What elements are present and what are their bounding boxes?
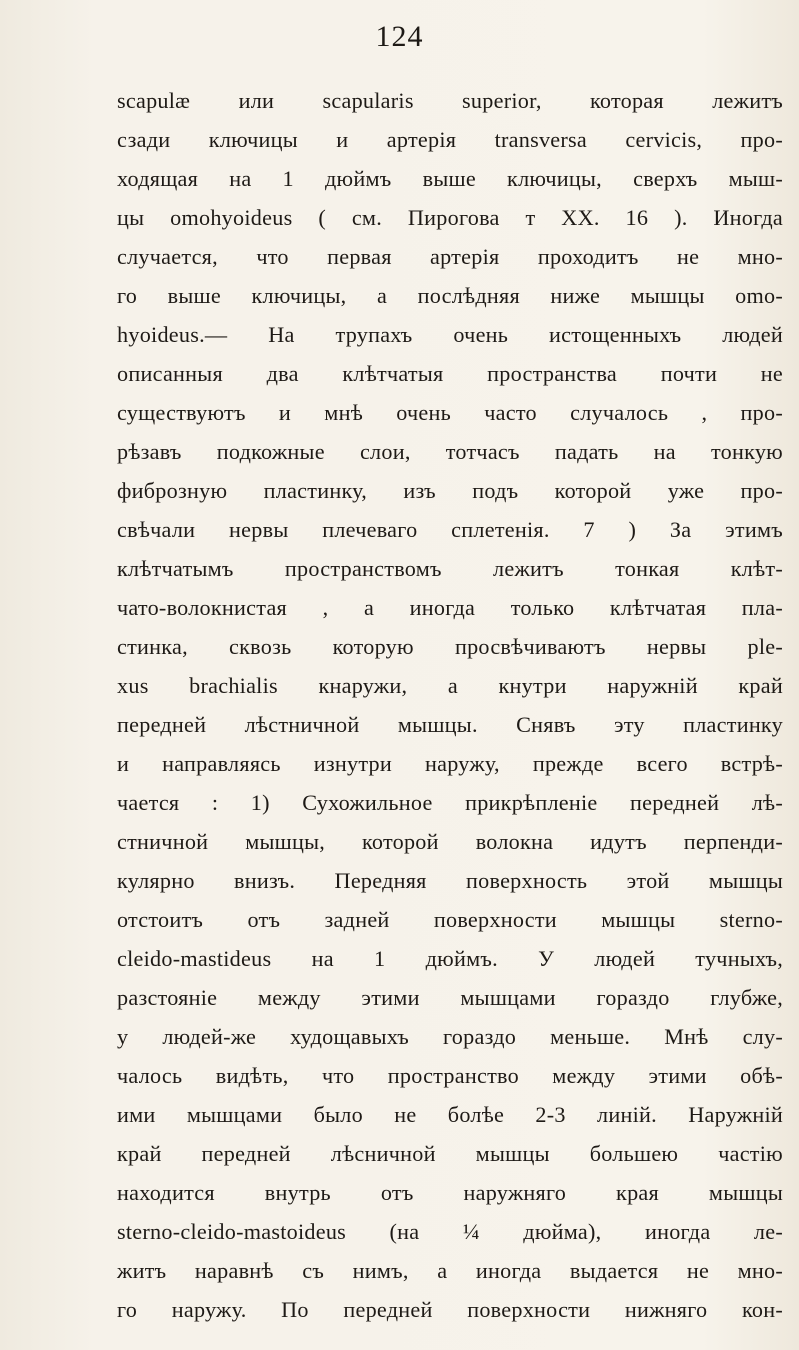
text-line: ходящая на 1 дюймъ выше ключицы, сверхъ мыш- [117, 166, 783, 191]
text-line: клѣтчатымъ пространствомъ лежитъ тонкая клѣт- [117, 556, 783, 581]
text-line: ими мышцами было не болѣе 2-3 линій. Наружній [117, 1102, 783, 1127]
body-text [117, 81, 783, 1329]
text-line: разстояніе между этими мышцами гораздо глубже, [117, 985, 783, 1010]
text-line: существуютъ и мнѣ очень часто случалось , про- [117, 400, 783, 425]
text-line: стинка, сквозь которую просвѣчиваютъ нервы ple- [117, 634, 783, 659]
text-line: sterno-cleido-mastoideus (на ¼ дюйма), иногда ле- [117, 1219, 783, 1244]
text-line: чается : 1) Сухожильное прикрѣпленіе передней лѣ- [117, 790, 783, 815]
text-line: xus brachialis кнаружи, а кнутри наружній край [117, 673, 783, 698]
text-line: го наружу. По передней поверхности нижняго кон- [117, 1297, 783, 1322]
text-line: цы omohyoideus ( см. Пирогова т XX. 16 ). Иногда [117, 205, 783, 230]
text-line: передней лѣстничной мышцы. Снявъ эту пластинку [117, 712, 783, 737]
text-line: чато-волокнистая , а иногда только клѣтчатая пла- [117, 595, 783, 620]
text-line: scapulæ или scapularis superior, которая лежитъ [117, 88, 783, 113]
text-line: житъ наравнѣ съ нимъ, а иногда выдается не мно- [117, 1258, 783, 1283]
text-line: край передней лѣсничной мышцы большею частію [117, 1141, 783, 1166]
text-line: фиброзную пластинку, изъ подъ которой уже про- [117, 478, 783, 503]
text-line: го выше ключицы, а послѣдняя ниже мышцы omo- [117, 283, 783, 308]
text-line: и направляясь изнутри наружу, прежде всего встрѣ- [117, 751, 783, 776]
text-line: описанныя два клѣтчатыя пространства почти не [117, 361, 783, 386]
text-line: стничной мышцы, которой волокна идутъ перпенди- [117, 829, 783, 854]
text-line: hyoideus.— На трупахъ очень истощенныхъ людей [117, 322, 783, 347]
text-line: свѣчали нервы плечеваго сплетенія. 7 ) За этимъ [117, 517, 783, 542]
page-number: 124 [375, 20, 424, 53]
text-line: чалось видѣть, что пространство между этими обѣ- [117, 1063, 783, 1088]
text-line: случается, что первая артерія проходитъ не мно- [117, 244, 783, 269]
text-line: cleido-mastideus на 1 дюймъ. У людей тучныхъ, [117, 946, 783, 971]
text-line: отстоитъ отъ задней поверхности мышцы sterno- [117, 907, 783, 932]
text-line: у людей-же худощавыхъ гораздо меньше. Мнѣ слу- [117, 1024, 783, 1049]
text-line: находится внутрь отъ наружняго края мышцы [117, 1180, 783, 1205]
text-line: сзади ключицы и артерія transversa cervicis, про- [117, 127, 783, 152]
text-line: рѣзавъ подкожные слои, тотчасъ падать на тонкую [117, 439, 783, 464]
text-line: кулярно внизъ. Передняя поверхность этой мышцы [117, 868, 783, 893]
